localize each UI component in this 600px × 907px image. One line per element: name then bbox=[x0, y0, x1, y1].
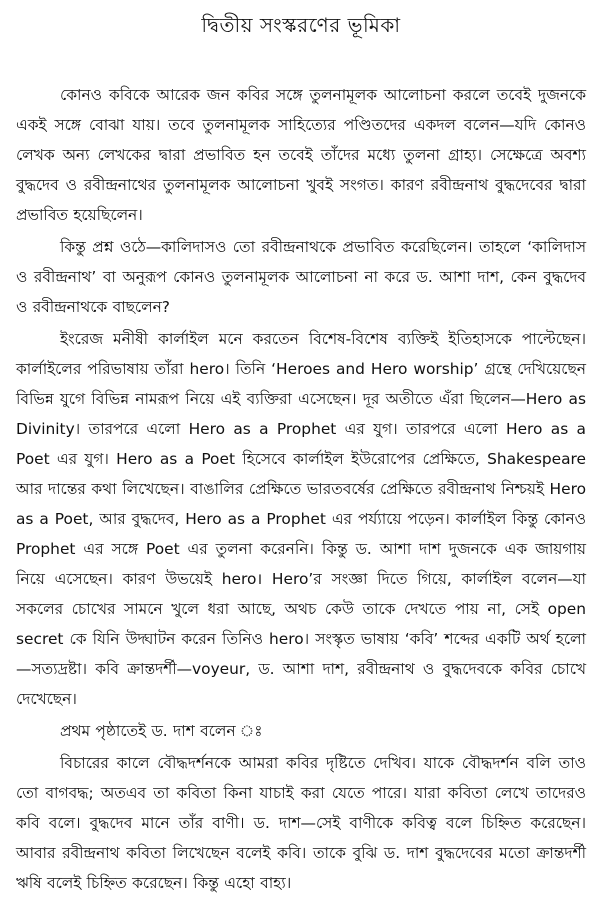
paragraph-4: প্রথম পৃষ্ঠাতেই ড. দাশ বলেন ঃ bbox=[60, 722, 263, 740]
paragraph-5-quote: বিচারের কালে বৌদ্ধদর্শনকে আমরা কবির দৃষ্টিতে দেখিব। যাকে বৌদ্ধদর্শন বলি তাও তো বাগবদ্ধ; অতএব তা কবিতা কিনা যাচাই করা যেতে পারে। যারা কবিতা লেখে তাদেরও কবি বলে। বুদ্ধদেব মানে তাঁর বাণী। ড. দাশ—সেই বাণীকে কবিত্ব বলে চিহ্নিত করেছেন। আবার রবীন্দ্রনাথ কবিতা লিখেছেন বলেই কবি। তাকে বুঝি ড. দাশ বুদ্ধদেবের মতো ক্রান্তদর্শী ঋষি বলেই চিহ্নিত করেছেন। কিন্তু এহো বাহ্য। bbox=[16, 754, 586, 892]
page-title: দ্বিতীয় সংস্করণের ভূমিকা bbox=[201, 13, 401, 37]
paragraph-2: কিন্তু প্রশ্ন ওঠে—কালিদাসও তো রবীন্দ্রনাথকে প্রভাবিত করেছিলেন। তাহলে ‘কালিদাস ও রবীন্দ্রনাথ’ বা অনুরূপ কোনও তুলনামূলক আলোচনা না করে ড. আশা দাশ, কেন বুদ্ধদেব ও রবীন্দ্রনাথকে বাছলেন? bbox=[16, 238, 586, 316]
paragraph-1: কোনও কবিকে আরেক জন কবির সঙ্গে তুলনামূলক আলোচনা করলে তবেই দুজনকে একই সঙ্গে বোঝা যায়। তবে তুলনামূলক সাহিত্যের পণ্ডিতদের একদল বলেন—যদি কোনও লেখক অন্য লেখকের দ্বারা প্রভাবিত হন তবেই তাঁদের মধ্যে তুলনা গ্রাহ্য। সেক্ষেত্রে অবশ্য বুদ্ধদেব ও রবীন্দ্রনাথের তুলনামূলক আলোচনা খুবই সংগত। কারণ রবীন্দ্রনাথ বুদ্ধদেবের দ্বারা প্রভাবিত হয়েছিলেন। bbox=[16, 86, 586, 224]
paragraph-3: ইংরেজ মনীষী কার্লাইল মনে করতেন বিশেষ-বিশেষ ব্যক্তিই ইতিহাসকে পাল্টেছেন। কার্লাইলের পরিভাষায় তাঁরা hero। তিনি ‘Heroes and Hero worship’ গ্রন্থে দেখিয়েছেন বিভিন্ন যুগে বিভিন্ন নামরূপ নিয়ে এই ব্যক্তিরা এসেছেন। দূর অতীতে এঁরা ছিলেন—Hero as Divinity। তারপরে এলো Hero as a Prophet এর যুগ। তারপরে এলো Hero as a Poet এর যুগ। Hero as a Poet হিসেবে কার্লাইল ইউরোপের প্রেক্ষিতে, Shakespeare আর দান্তের কথা লিখেছেন। বাঙালির প্রেক্ষিতে ভারতবর্ষের প্রেক্ষিতে রবীন্দ্রনাথ নিশ্চয়ই Hero as a Poet, আর বুদ্ধদেব, Hero as a Prophet এর পর্য্যায়ে পড়েন। কার্লাইল কিন্তু কোনও Prophet এর সঙ্গে Poet এর তুলনা করেননি। কিন্তু ড. আশা দাশ দুজনকে এক জায়গায় নিয়ে এসেছেন। কারণ উভয়েই hero। Hero’র সংজ্ঞা দিতে গিয়ে, কার্লাইল বলেন—যা সকলের চোখের সামনে খুলে ধরা আছে, অথচ কেউ তাকে দেখতে পায় না, সেই open secret কে যিনি উদ্ঘাটন করেন তিনিও hero। সংস্কৃত ভাষায় ‘কবি’ শব্দের একটি অর্থ হলো—সত্যদ্রষ্টা। কবি ক্রান্তদর্শী—voyeur, ড. আশা দাশ, রবীন্দ্রনাথ ও বুদ্ধদেবকে কবির চোখে দেখেছেন। bbox=[16, 330, 586, 708]
